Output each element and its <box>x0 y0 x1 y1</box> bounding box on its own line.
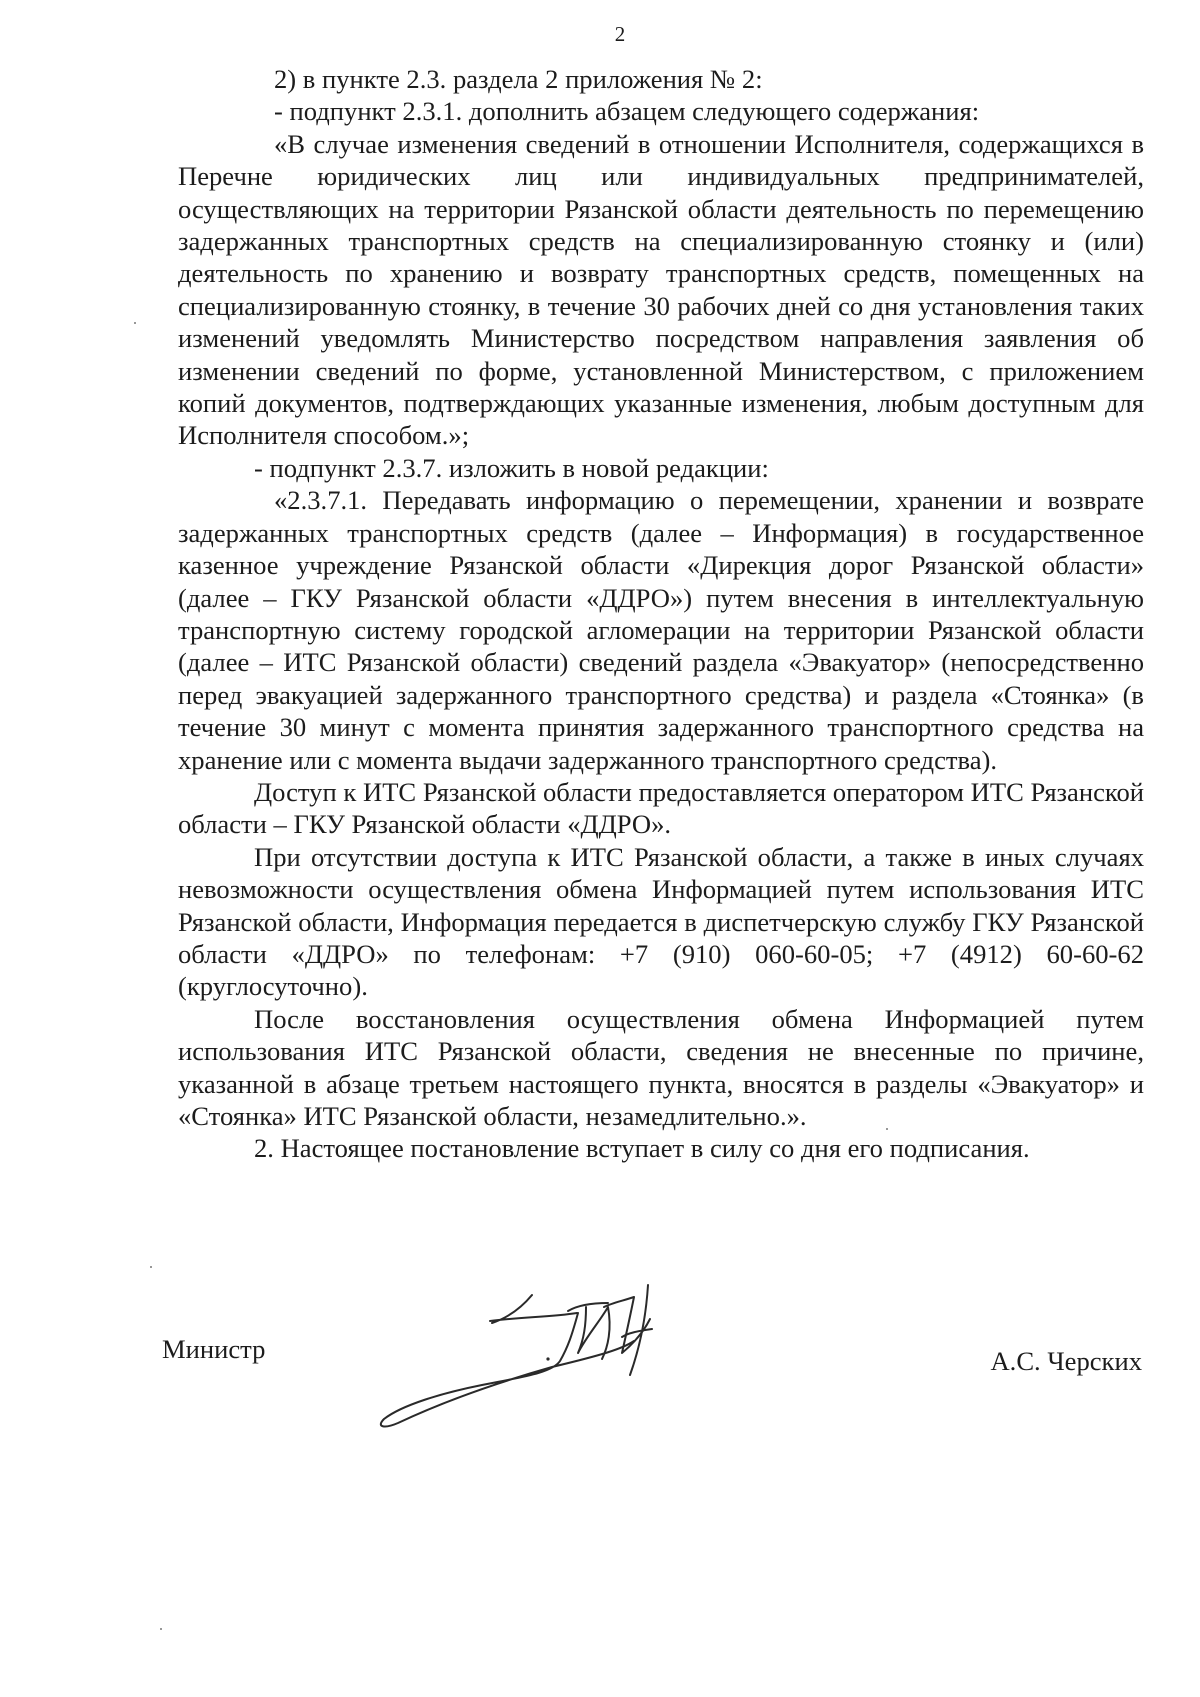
paragraph-access-its: Доступ к ИТС Рязанской области предоставляется оператором ИТС Рязанской области – ГКУ Рязанской области «ДДРО». <box>178 776 1144 840</box>
paragraph-subitem-2-3-1: - подпункт 2.3.1. дополнить абзацем следующего содержания: <box>274 96 980 127</box>
scan-speck <box>886 1128 888 1130</box>
handwritten-signature-icon <box>372 1277 812 1437</box>
paragraph-item-2-intro: 2) в пункте 2.3. раздела 2 приложения № 2: <box>274 64 763 94</box>
paragraph-no-access: При отсутствии доступа к ИТС Рязанской области, а также в иных случаях невозможности осуществления обмена Информацией путем использования ИТС Рязанской области, Информация передается в диспетчерскую службу ГКУ Рязанской области «ДДРО» по телефонам: +7 (910) 060-60-05; +7 (4912) 60-60-62 (круглосуточно). <box>178 841 1144 1002</box>
paragraph-after-restore: После восстановления осуществления обмена Информацией путем использования ИТС Рязанской области, сведения не внесенные по причине, указанной в абзаце третьем настоящего пункта, вносятся в разделы «Эвакуатор» и «Стоянка» ИТС Рязанской области, незамедлительно.». <box>178 1003 1144 1131</box>
document-body <box>178 63 1144 1165</box>
scan-speck <box>134 322 136 324</box>
scan-speck <box>150 1266 152 1268</box>
page-number: 2 <box>614 22 626 46</box>
paragraph-subitem-2-3-7: - подпункт 2.3.7. изложить в новой редакции: <box>254 452 769 483</box>
scan-speck <box>160 1628 162 1630</box>
signer-name: А.С. Черских <box>990 1346 1142 1376</box>
paragraph-quote-2-3-7-1: «2.3.7.1. Передавать информацию о перемещении, хранении и возврате задержанных транспортных средств (далее – Информация) в государственное казенное учреждение Рязанской области «Дирекция дорог Рязанской области» (далее – ГКУ Рязанской области «ДДРО») путем внесения в интеллектуальную транспортную систему городской агломерации на территории Рязанской области (далее – ИТС Рязанской области) сведений раздела «Эвакуатор» (непосредственно перед эвакуацией задержанного транспортного средства) и раздела «Стоянка» (в течение 30 минут с момента принятия задержанного транспортного средства на хранение или с момента выдачи задержанного транспортного средства). <box>178 485 1144 775</box>
signer-title: Министр <box>162 1334 266 1364</box>
signature-block <box>162 1334 1142 1474</box>
paragraph-quote-change-info: «В случае изменения сведений в отношении Исполнителя, содержащихся в Перечне юридических лиц или индивидуальных предпринимателей, осуществляющих на территории Рязанской области деятельность по перемещению задержанных транспортных средств на специализированную стоянку и (или) деятельность по хранению и возврату транспортных средств, помещенных на специализированную стоянку, в течение 30 рабочих дней со дня установления таких изменений уведомлять Министерство посредством направления заявления об изменении сведений по форме, установленной Министерством, с приложением копий документов, подтверждающих указанные изменения, любым доступным для Исполнителя способом.»; <box>178 128 1144 451</box>
paragraph-effective-date: 2. Настоящее постановление вступает в силу со дня его подписания. <box>254 1133 1030 1164</box>
